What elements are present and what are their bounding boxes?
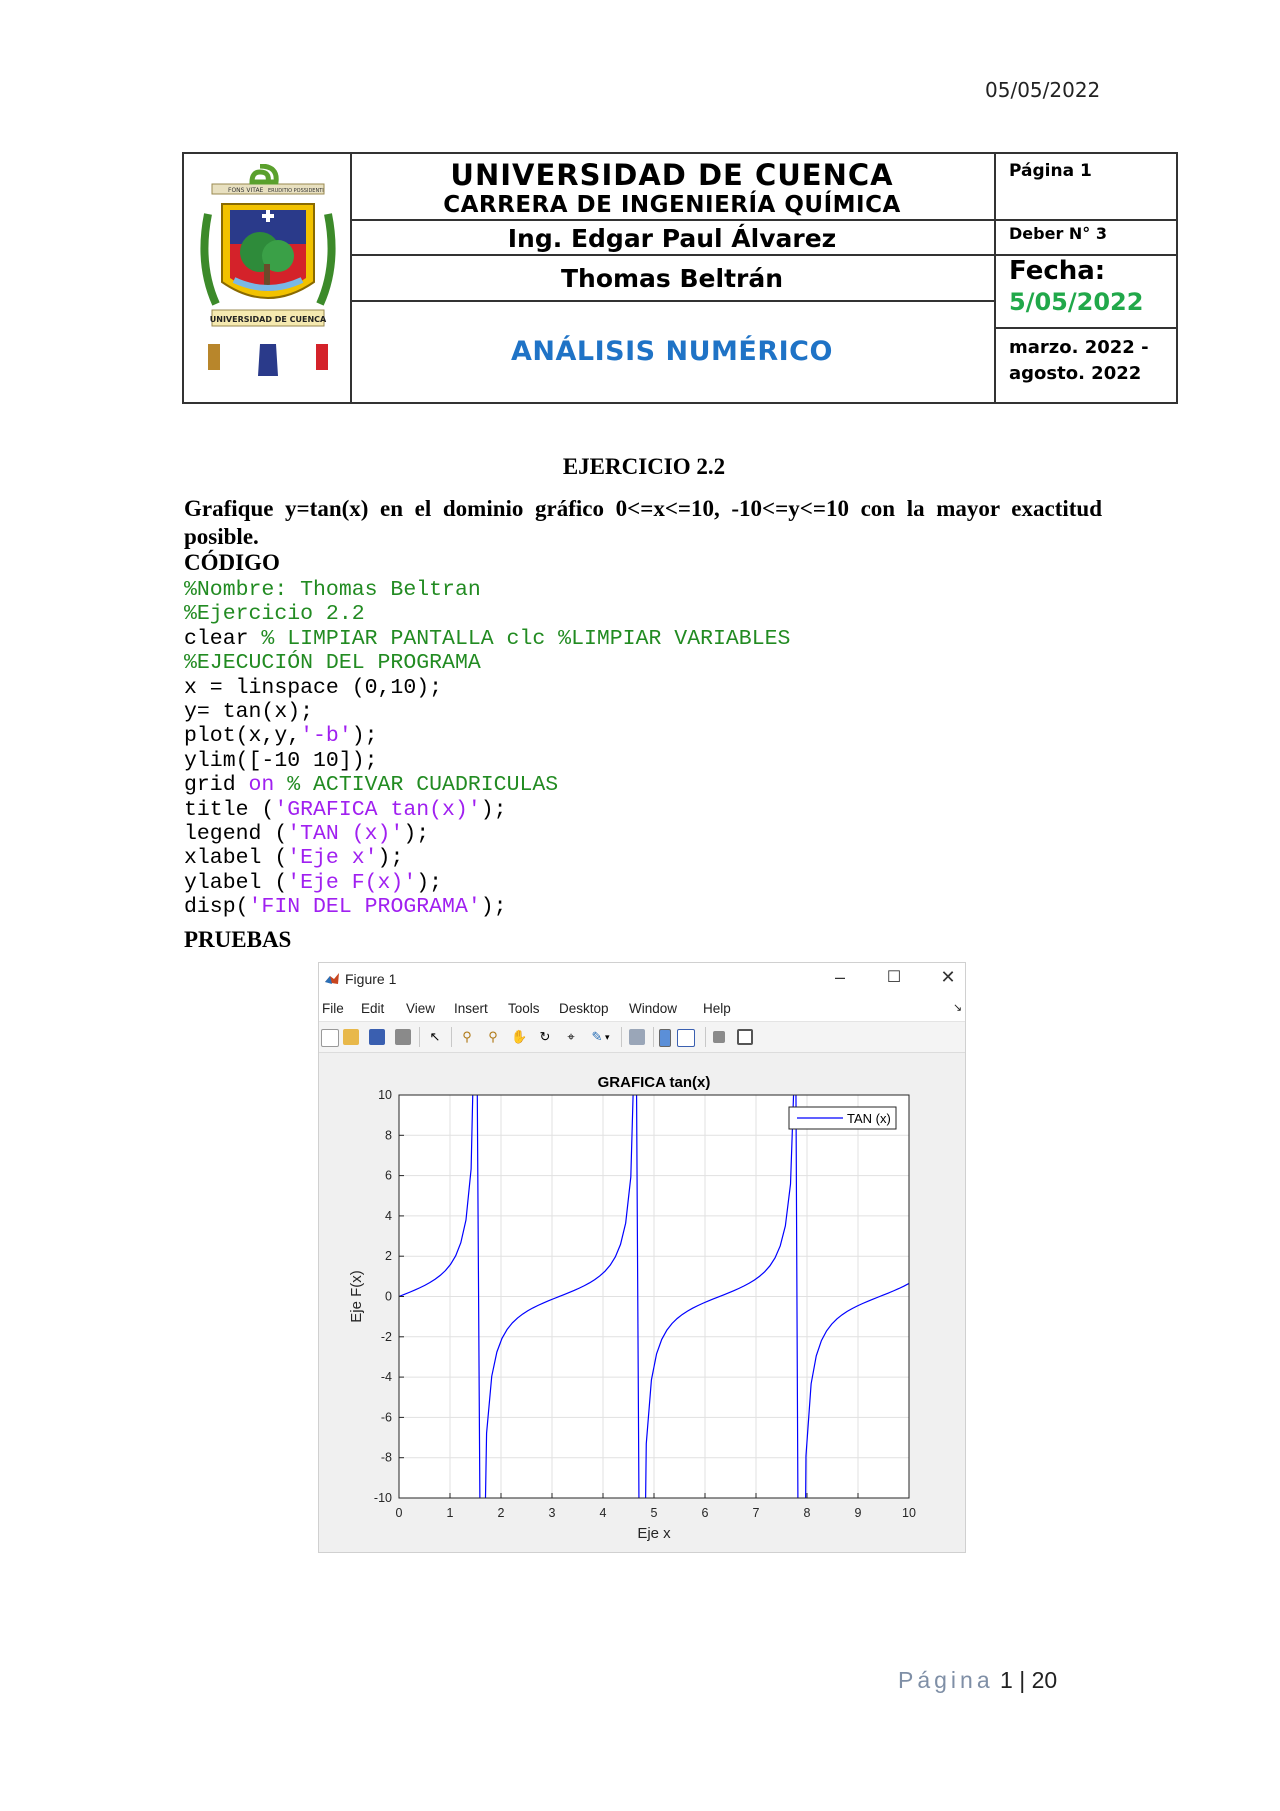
code-token: xlabel ( (184, 846, 288, 871)
x-tick-label: 6 (701, 1506, 709, 1520)
code-token: % ACTIVAR CUADRICULAS (274, 773, 559, 798)
y-tick-label: -6 (380, 1410, 392, 1425)
footer-page-word: Página (898, 1667, 994, 1693)
code-token: ); (480, 797, 507, 822)
code-token: on (248, 773, 275, 798)
code-token: 'GRAFICA tan(x)' (274, 797, 481, 822)
rotate-icon[interactable]: ↻ (539, 1029, 551, 1044)
student-name: Thomas Beltrán (560, 264, 784, 293)
footer-total-pages: 20 (1031, 1667, 1058, 1693)
x-tick-label: 1 (446, 1506, 454, 1520)
code-line (184, 724, 790, 748)
code-token: plot(x,y, (184, 724, 301, 749)
footer-page-number: 1 (1000, 1667, 1013, 1693)
logo-motto-right: ERUDITIO POSSIDENTI (268, 188, 324, 194)
code-token: % LIMPIAR PANTALLA clc %LIMPIAR VARIABLES (261, 626, 791, 651)
code-token: x = linspace (0,10); (184, 675, 443, 700)
x-tick-label: 5 (650, 1506, 658, 1520)
code-line (184, 627, 790, 651)
code-line (184, 676, 790, 700)
code-token: legend ( (184, 821, 288, 846)
header-date: 05/05/2022 (985, 78, 1101, 102)
x-tick-label: 3 (548, 1506, 556, 1520)
dock-arrow-icon[interactable]: ↘ (953, 1002, 963, 1014)
code-token: title ( (184, 797, 275, 822)
code-line (184, 798, 790, 822)
figure-titlebar (319, 963, 965, 997)
code-token: disp( (184, 895, 249, 920)
code-line (184, 602, 790, 626)
code-line (184, 651, 790, 675)
y-tick-label: 4 (385, 1208, 392, 1223)
code-line (184, 895, 790, 919)
code-token: ylabel ( (184, 870, 288, 895)
code-token: '-b' (300, 724, 352, 749)
code-line (184, 700, 790, 724)
menu-edit[interactable]: Edit (361, 1001, 385, 1016)
show-tools-icon[interactable] (737, 1029, 753, 1045)
code-token: %EJECUCIÓN DEL PROGRAMA (184, 651, 481, 676)
footer-separator: | (1019, 1667, 1026, 1693)
problem-statement: Grafique y=tan(x) en el dominio gráfico 0<=x<=10, -10<=y<=10 con la mayor exactitud posible. (184, 496, 1102, 549)
close-button[interactable]: ✕ (940, 967, 956, 987)
y-tick-label: -2 (380, 1329, 392, 1344)
figure-menubar (319, 997, 965, 1021)
subject-name: ANÁLISIS NUMÉRICO (511, 336, 833, 367)
logo-banner-text: UNIVERSIDAD DE CUENCA (209, 315, 327, 324)
code-token: ); (403, 821, 430, 846)
exercise-title: EJERCICIO 2.2 (562, 454, 726, 479)
university-logo (198, 164, 338, 386)
hide-tools-icon[interactable] (713, 1031, 725, 1043)
zoom-out-icon[interactable]: ⚲ (488, 1029, 498, 1044)
legend-icon[interactable] (677, 1029, 695, 1047)
code-token: %Nombre: Thomas Beltran (184, 578, 481, 602)
figure-window (318, 962, 966, 1553)
y-tick-label: 0 (385, 1289, 392, 1304)
menu-view[interactable]: View (406, 1001, 436, 1016)
code-line (184, 846, 790, 870)
maximize-button[interactable]: ☐ (886, 969, 902, 986)
y-tick-label: 10 (378, 1088, 392, 1102)
y-tick-label: 6 (385, 1168, 392, 1183)
link-plot-icon[interactable] (629, 1029, 645, 1045)
new-figure-icon[interactable] (321, 1029, 339, 1047)
code-token: ); (377, 846, 404, 871)
code-token: %Ejercicio 2.2 (184, 602, 365, 627)
figure-toolbar (319, 1021, 965, 1053)
career-name: CARRERA DE INGENIERÍA QUÍMICA (443, 192, 901, 218)
code-token: y= tan(x); (184, 699, 314, 724)
x-axis-label: Eje x (637, 1525, 671, 1542)
menu-file[interactable]: File (322, 1001, 344, 1016)
x-tick-label: 9 (854, 1506, 862, 1520)
tests-heading: PRUEBAS (184, 927, 292, 952)
code-token: ); (480, 895, 507, 920)
assignment-number: Deber N° 3 (1009, 224, 1107, 243)
y-tick-label: -10 (373, 1491, 392, 1505)
code-token: ); (351, 724, 378, 749)
code-token: ylim([-10 10]); (184, 748, 378, 773)
menu-window[interactable]: Window (629, 1001, 678, 1016)
x-tick-label: 8 (803, 1506, 811, 1520)
y-tick-label: 8 (385, 1128, 392, 1143)
print-icon[interactable] (395, 1029, 411, 1045)
logo-motto-left: FONS VITAE (228, 187, 264, 194)
code-token: 'FIN DEL PROGRAMA' (248, 895, 481, 920)
code-line (184, 871, 790, 895)
code-block (184, 578, 790, 919)
brush-icon[interactable]: ✎ (591, 1029, 603, 1044)
header-table (182, 152, 1178, 404)
data-cursor-icon[interactable]: ⌖ (567, 1029, 575, 1044)
code-line (184, 773, 790, 797)
chart-title: GRAFICA tan(x) (597, 1074, 711, 1091)
x-tick-label: 10 (902, 1506, 916, 1520)
code-token: grid (184, 773, 249, 798)
zoom-in-icon[interactable]: ⚲ (462, 1029, 472, 1044)
legend-entry: TAN (x) (847, 1111, 891, 1126)
pan-icon[interactable]: ✋ (511, 1029, 528, 1044)
y-tick-label: -4 (380, 1370, 392, 1385)
code-token: 'TAN (x)' (287, 821, 404, 846)
x-tick-label: 0 (395, 1506, 403, 1520)
period: marzo. 2022 - agosto. 2022 (1009, 337, 1149, 384)
code-token: ); (416, 870, 443, 895)
page-label: Página 1 (1009, 161, 1092, 181)
pointer-icon[interactable]: ↖ (429, 1029, 441, 1044)
code-heading: CÓDIGO (184, 550, 280, 575)
minimize-button[interactable]: – (834, 967, 845, 987)
university-name: UNIVERSIDAD DE CUENCA (450, 158, 894, 192)
menu-tools[interactable]: Tools (508, 1001, 540, 1016)
code-token: 'Eje x' (287, 846, 378, 871)
code-token: clear (184, 626, 262, 651)
y-tick-label: -8 (380, 1450, 392, 1465)
menu-help[interactable]: Help (703, 1001, 731, 1016)
x-tick-label: 2 (497, 1506, 505, 1520)
y-axis-label: Eje F(x) (348, 1270, 365, 1323)
x-tick-label: 4 (599, 1506, 607, 1520)
code-line (184, 822, 790, 846)
menu-insert[interactable]: Insert (454, 1001, 488, 1016)
brush-dropdown-icon[interactable]: ▾ (605, 1032, 610, 1042)
x-tick-label: 7 (752, 1506, 760, 1520)
page-footer (898, 1667, 1057, 1694)
menu-desktop[interactable]: Desktop (559, 1001, 609, 1016)
colorbar-icon[interactable] (659, 1029, 671, 1047)
date-label: Fecha: (1009, 256, 1106, 286)
date-value: 5/05/2022 (1009, 288, 1144, 316)
tan-plot[interactable] (319, 1051, 965, 1552)
y-tick-label: 2 (385, 1249, 392, 1264)
figure-title: Figure 1 (345, 971, 397, 987)
code-line (184, 578, 790, 602)
code-line (184, 749, 790, 773)
matlab-icon (324, 972, 340, 986)
professor-name: Ing. Edgar Paul Álvarez (507, 224, 837, 253)
code-token: 'Eje F(x)' (287, 870, 417, 895)
save-icon[interactable] (369, 1029, 385, 1045)
open-file-icon[interactable] (343, 1029, 359, 1045)
